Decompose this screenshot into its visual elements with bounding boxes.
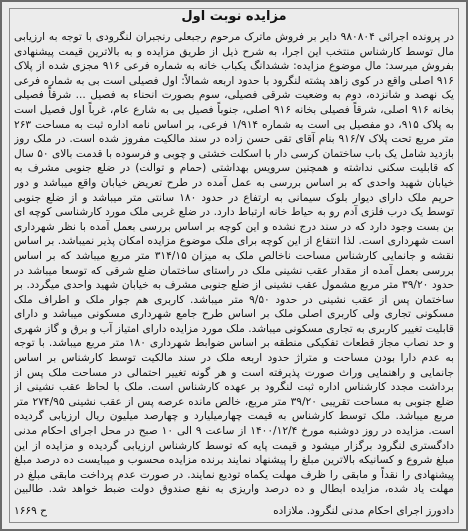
notice-footer — [14, 502, 454, 520]
issuer-signature: دادورز اجرای احکام مدنی لنگرود. ملازاده — [273, 505, 454, 517]
reference-code: ح ۱۶۶۹ — [14, 505, 47, 517]
notice-title: مزایده نوبت اول — [181, 9, 287, 24]
notice-body: در پرونده اجرائی ۹۸۰۸۰۴ دایر بر فروش ماترک مرحوم رجبعلی رنجبران لنگرودی با توجه به ارزیابی مال توسط کارشناس منتخب این اجرا، به شرح ذیل از طریق مزایده و به بالاترین قیمت پیشنهادی بفروش میرسد: مال موضوع مزایده: ششدانگ یکباب خانه به شماره فرعی ۹۱۶ مجزی شده از پلاک ۹۱۶ اصلی واقع در کوی زاهد پشته لنگرود با حدود اربعه شمالاً: اول فصیلی است بی به شماره فرعی یک نهصد و شانزده، دوم به وضعیت شرقی فصیلی، سوم بصورت انحناء به فصیل ... شرقاً فصیلی بخانه ۹۱۶ اصلی، شرقاً فصیلی بخانه ۹۱۶ اصلی، جنوباً فصیل بی به شارع عام، غرباً اول فصیل است به پلاک ۹۱۵، دو مفصیل بی است به شماره ۱/۹۱۴ فرعی، بر اساس نامه اداره ثبت به مساحت ۲۶۳ متر مربع تحت پلاک ۹۱۶/۷ بنام آقای تقی حسن زاده در سند مالکیت مفروز شده است. در ملک روز بازدید شامل یک باب ساختمان کرسی دار با اسکلت خشتی و چوبی و فرسوده با قدمت بالای ۵۰ سال که قابلیت سکنی نداشته و همچنین سرویس بهداشتی (حمام و توالت) در ضلع جنوبی مشرف به خیابان شهید واحدی که بر اساس بررسی به عمل آمده در طرح تعریض خیابان واقع میباشد و دور حریم ملک دارای دیوار بلوک سیمانی به ارتفاع در حدود ۱۸۰ سانتی متر میباشد و از ضلع جنوبی توسط یک درب فلزی آدم رو به حیاط خانه ارتباط دارد. در ضلع غربی ملک مورد کارشناسی کوچه ای بن بست وجود دارد که در سند درج نشده و این کوچه بر اساس بررسی بعمل آمده با نظر شهرداری است شهرداری است. لذا انتفاع از این کوچه برای ملک موضوع مزایده امکان پذیر نمیباشد. بر اساس نقشه و جانمایی کارشناس مساحت ناخالص ملک به میزان ۳۱۴/۱۵ متر مربع میباشد که بر اساس بررسی بعمل آمده از مقدار عقب نشینی ملک در راستای ساختمان ضلع شرقی که توسعا میباشد در حدود ۳۹/۲۰ متر مربع مشمول عقب نشینی از ضلع جنوبی مشرف به خیابان شهید واحدی میگردد. بر ساختمان پس از عقب نشینی در حدود ۹/۵۰ متر میباشد. کاربری هم جوار ملک و اطراف ملک مسکونی تجاری ولی کاربری اصلی ملک بر اساس طرح جامع شهرداری مسکونی میباشد و دارای قابلیت تغییر کاربری به تجاری مسکونی میباشد. ملک مورد مزایده دارای امتیاز آب و برق و گاز شهری و حد نصاب مجاز قطعات تفکیکی منطقه بر اساس ضوابط شهرداری ۱۸۰ متر مربع میباشد. با توجه به عدم دارا بودن مساحت و متراژ حدود اربعه ملک در سند مالکیت توسط کارشناس بر اساس جانمایی و راهنمایی وراث صورت پذیرفته است و هر گونه تغییر احتمالی در مساحت ملک پس از برداشت مجدد کارشناس اداره ثبت لنگرود بر عهده کارشناس است. ملک با لحاظ عقب نشینی از ضلع جنوبی به مساحت تقریبی ۳۹/۲۰ متر مربع، خالص مانده عرصه پس از عقب نشینی ۲۷۴/۹۵ متر مربع میباشد. ملک توسط کارشناس به قیمت چهارمیلیارد و چهارصد میلیون ریال ارزیابی گردیده است. مزایده در روز دوشنبه مورخ ۱۴۰۰/۱۲/۴ از ساعت ۹ الی ۱۰ صبح در محل اجرای احکام مدنی دادگستری لنگرود برگزار میشود و قیمت پایه که توسط کارشناس ارزیابی گردیده و مزایده از این مبلغ شروع و کسانیکه بالاترین مبلغ را پیشنهاد نمایند برنده مزایده محسوب و میبایست ده درصد مبلغ پیشنهادی را نقداً و مابقی را ظرف مهلت یکماه تودیع نمایند. در صورت عدم پرداخت مابقی مبلغ در مهلت یاد شده، مزایده ابطال و ده درصد واریزی به نفع صندوق دولت ضبط خواهد شد. طالبین — [14, 31, 454, 495]
